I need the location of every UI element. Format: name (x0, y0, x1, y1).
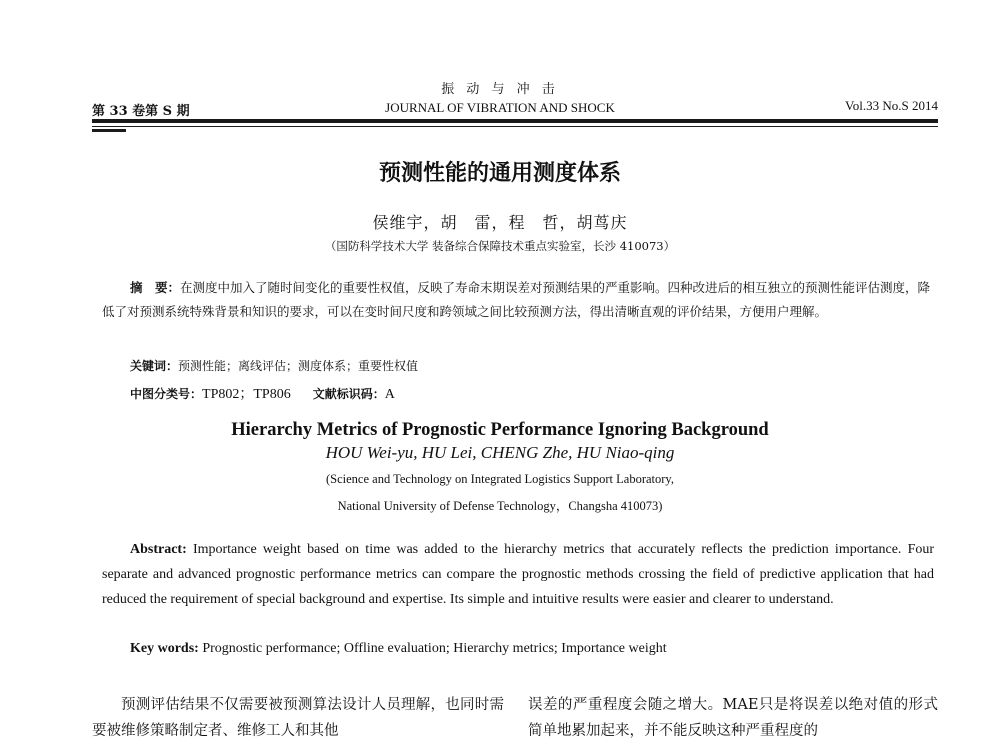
journal-title-en: JOURNAL OF VIBRATION AND SHOCK (385, 100, 615, 115)
abstract-cn-text: 在测度中加入了随时间变化的重要性权值，反映了寿命末期误差对预测结果的严重影响。四种改进后的相互独立的预测性能评估测度，降低了对预测系统特殊背景和知识的要求，可以在变时间尺度和跨领域之间比较预测方法，得出清晰直观的评价结果，方便用户理解。 (102, 280, 931, 319)
header-rule-thin (92, 126, 938, 127)
abstract-en-label: Abstract: (130, 542, 187, 557)
affiliation-en-line2: National University of Defense Technology，Changsha 410073) (337, 499, 663, 513)
body-left-text: 预测评估结果不仅需要被预测算法设计人员理解，也同时需要被维修策略制定者、维修工人和其他 (92, 697, 504, 739)
authors-cn: 侯维宇，胡 雷，程 哲，胡茑庆 (372, 213, 628, 232)
keywords-en (130, 641, 667, 657)
doc-code-value: A (384, 387, 395, 402)
body-column-left (92, 692, 504, 744)
abstract-en (102, 537, 934, 612)
clc-value: TP802；TP806 (202, 387, 291, 402)
keywords-en-text: Prognostic performance; Offline evaluation; Hierarchy metrics; Importance weight (202, 641, 667, 656)
classification-cn (130, 383, 395, 403)
affiliation-en-line1: (Science and Technology on Integrated Logistics Support Laboratory, (326, 472, 674, 486)
header-rule-thick (92, 119, 938, 123)
header-rule-stub (92, 129, 126, 132)
paper-title-en: Hierarchy Metrics of Prognostic Performance Ignoring Background (231, 420, 769, 440)
body-right-text: 误差的严重程度会随之增大。MAE只是将误差以绝对值的形式简单地累加起来，并不能反映这种严重程度的 (528, 697, 938, 739)
doc-code-label: 文献标识码： (312, 387, 385, 401)
keywords-en-label: Key words: (130, 641, 199, 656)
authors-en: HOU Wei-yu, HU Lei, CHENG Zhe, HU Niao-qing (325, 443, 675, 462)
paper-title-cn: 预测性能的通用测度体系 (378, 161, 621, 186)
clc-label: 中图分类号： (130, 387, 203, 401)
abstract-cn (102, 276, 936, 324)
volume-issue-cn: 第 33 卷第 S 期 (92, 104, 190, 119)
affiliation-cn: （国防科学技术大学 装备综合保障技术重点实验室，长沙 410073） (324, 239, 676, 253)
abstract-en-text: Importance weight based on time was added to the hierarchy metrics that accurately reflects the prediction importance. Four separate and advanced prognostic performance metrics can compare the prognostic methods crossing the field of predictive application that had reduced the requirement of special background and expertise. Its simple and intuitive results were easier and clearer to understand. (102, 542, 935, 607)
journal-title-cn: 振 动 与 冲 击 (441, 82, 559, 97)
keywords-cn (130, 357, 418, 374)
body-column-right (528, 692, 938, 744)
abstract-cn-label: 摘 要： (130, 280, 181, 295)
keywords-cn-label: 关键词： (130, 359, 179, 373)
volume-issue-en: Vol.33 No.S 2014 (845, 98, 938, 113)
keywords-cn-text: 预测性能；离线评估；测度体系；重要性权值 (178, 359, 419, 373)
